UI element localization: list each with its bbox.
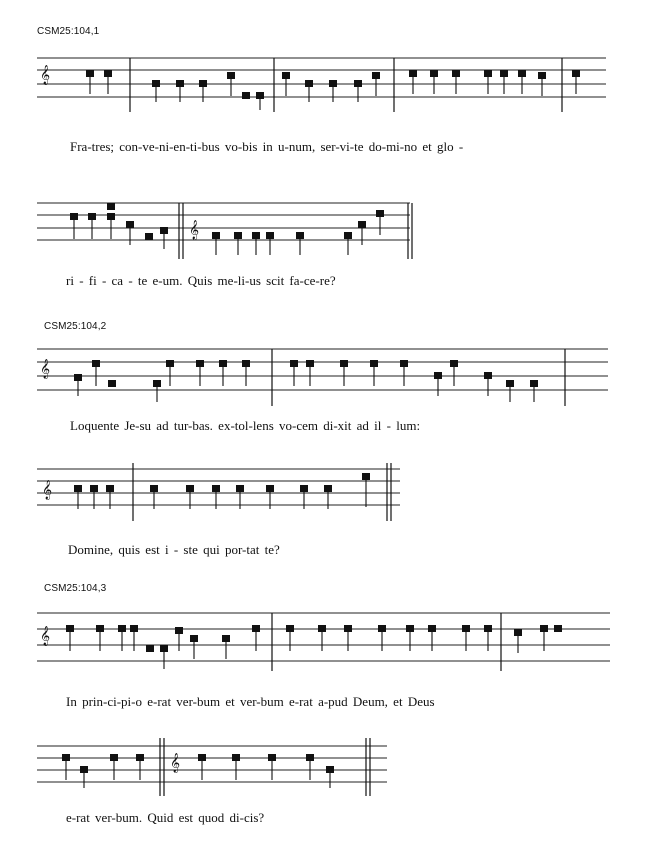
music-staff: [0, 738, 657, 808]
lyric-line: Fra-tres; con-ve-ni-en-ti-bus vo-bis in u-num, ser-vi-te do-mi-no et glo -: [70, 139, 464, 154]
music-staff: [0, 463, 657, 533]
clef-icon: 𝄞: [42, 480, 53, 500]
clef-icon: 𝄞: [189, 220, 200, 240]
music-staff: [0, 344, 657, 414]
notes: [74, 473, 370, 509]
lyric-line: Domine, quis est i - ste qui por-tat te?: [68, 542, 280, 557]
music-staff: [0, 197, 657, 267]
notes: [86, 70, 580, 110]
lyric-line: e-rat ver-bum. Quid est quod di-cis?: [66, 810, 265, 825]
notes: [70, 203, 384, 255]
lyric-line: ri - fi - ca - te e-um. Quis me-li-us scit fa-ce-re?: [66, 273, 336, 288]
clef-icon: 𝄞: [40, 359, 51, 379]
clef-icon: 𝄞: [40, 65, 51, 85]
notes: [66, 625, 562, 669]
lyric-line: In prin-ci-pi-o e-rat ver-bum et ver-bum e-rat a-pud Deum, et Deus: [66, 694, 435, 709]
piece-label: CSM25:104,1: [37, 26, 100, 37]
lyric-line: Loquente Je-su ad tur-bas. ex-tol-lens vo-cem di-xit ad il - lum:: [70, 418, 421, 433]
piece-label: CSM25:104,3: [44, 583, 107, 594]
clef-icon: 𝄞: [170, 753, 181, 773]
notes: [62, 754, 334, 788]
music-staff: [0, 50, 657, 120]
clef-icon: 𝄞: [40, 626, 51, 646]
notes: [74, 360, 538, 402]
piece-label: CSM25:104,2: [44, 321, 107, 332]
music-staff: [0, 605, 657, 680]
